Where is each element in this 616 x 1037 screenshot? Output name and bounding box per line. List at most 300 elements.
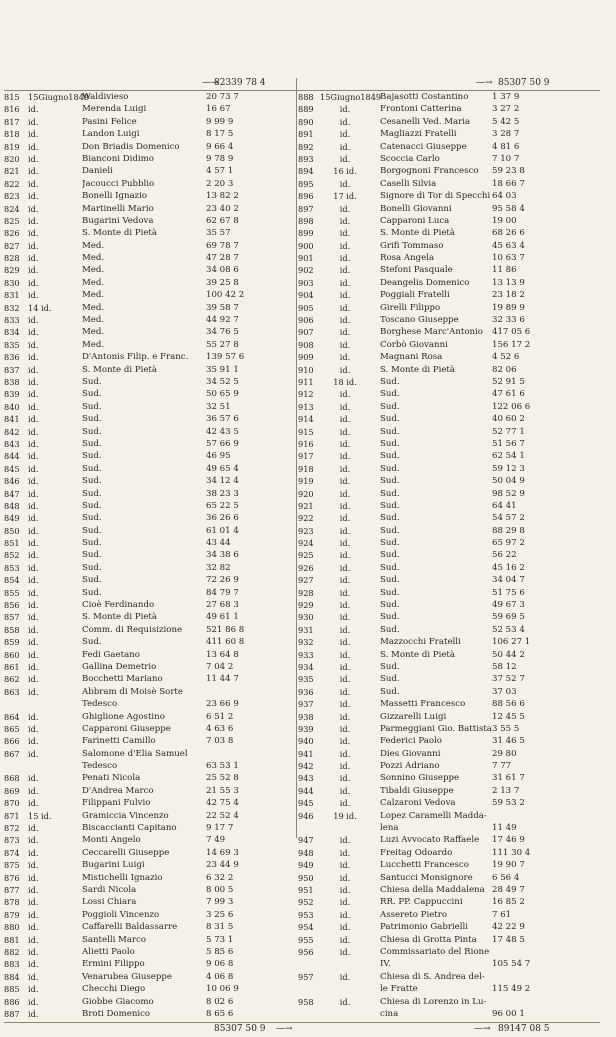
- ledger-row: [4, 264, 304, 276]
- entry-number: 916: [298, 438, 314, 449]
- entry-number: 884: [4, 971, 20, 982]
- entry-name: Med.: [82, 277, 105, 288]
- entry-number: 878: [4, 897, 20, 908]
- ledger-row: [4, 884, 304, 896]
- ledger-row: [4, 1008, 304, 1020]
- entry-name: Sud.: [380, 674, 400, 685]
- entry-number: 910: [298, 364, 314, 375]
- entry-date: id.: [28, 476, 39, 487]
- entry-number: 941: [298, 748, 314, 759]
- entry-amount: 25 52 8: [206, 773, 239, 784]
- entry-amount: 42 75 4: [206, 798, 239, 809]
- entry-amount: 8 31 5: [206, 922, 234, 933]
- entry-number: 846: [4, 476, 20, 487]
- entry-number: 933: [298, 649, 314, 660]
- ledger-row: [4, 822, 304, 834]
- ledger-row: [298, 203, 598, 215]
- entry-number: 882: [4, 946, 20, 957]
- entry-date: id.: [339, 203, 351, 214]
- ledger-row: [298, 574, 598, 586]
- ledger-row: [4, 525, 304, 537]
- ledger-row: [298, 500, 598, 512]
- entry-amount: 12 45 5: [492, 711, 525, 722]
- ledger-row: [298, 190, 598, 202]
- entry-amount: 64 41: [492, 500, 517, 511]
- entry-amount: 5 42 5: [492, 116, 520, 127]
- ledger-row: [298, 351, 598, 363]
- entry-name: Merenda Luigi: [82, 104, 147, 115]
- entry-number: 900: [298, 240, 314, 251]
- entry-date: id.: [339, 860, 351, 871]
- entry-date: id.: [339, 426, 351, 437]
- ledger-row: [4, 203, 304, 215]
- ledger-row: [298, 983, 598, 995]
- right-rows: [298, 91, 598, 1020]
- entry-amount: 63 53 1: [206, 761, 239, 772]
- entry-name: Rosa Angela: [380, 253, 435, 264]
- entry-number: 828: [4, 253, 20, 264]
- entry-date: id.: [28, 624, 39, 635]
- entry-number: 930: [298, 612, 314, 623]
- entry-number: 867: [4, 748, 20, 759]
- entry-date: id.: [339, 562, 351, 573]
- entry-number: 898: [298, 215, 314, 226]
- entry-date: id.: [28, 253, 39, 264]
- entry-date: id.: [339, 723, 351, 734]
- ledger-row: [4, 760, 304, 772]
- entry-amount: 10 06 9: [206, 984, 239, 995]
- entry-name: S. Monte di Pietà: [380, 364, 455, 375]
- entry-date: id.: [339, 624, 351, 635]
- entry-name: Cioè Ferdinando: [82, 600, 155, 611]
- entry-amount: 3 27 2: [492, 104, 520, 115]
- entry-date: id.: [339, 612, 351, 623]
- entry-date: id.: [28, 847, 39, 858]
- entry-amount: 8 00 5: [206, 885, 234, 895]
- entry-date: id.: [339, 476, 351, 487]
- entry-name: Gallina Demetrio: [82, 661, 157, 672]
- entry-name: Mistichelli Ignazio: [82, 872, 163, 883]
- entry-name: Ermini Filippo: [82, 959, 145, 970]
- ledger-row: [298, 946, 598, 958]
- entry-number: 825: [4, 215, 20, 226]
- ledger-row: [298, 698, 598, 710]
- entry-number: 870: [4, 798, 20, 809]
- entry-date: id.: [339, 934, 351, 945]
- ledger-row: [4, 673, 304, 685]
- entry-date: id.: [28, 860, 39, 871]
- entry-amount: 58 12: [492, 661, 517, 672]
- ledger-row: [4, 364, 304, 376]
- entry-amount: 65 97 2: [492, 538, 525, 549]
- entry-name: Sud.: [380, 463, 400, 474]
- entry-number: 923: [298, 525, 314, 536]
- entry-name: Broti Domenico: [82, 1008, 151, 1019]
- entry-name: Sud.: [82, 500, 102, 511]
- entry-date: id.: [28, 327, 39, 338]
- ledger-row: [298, 364, 598, 376]
- entry-number: 892: [298, 141, 314, 152]
- entry-number: 835: [4, 339, 20, 350]
- entry-name: Borghese Marc'Antonio: [380, 327, 483, 338]
- entry-amount: 44 92 7: [206, 315, 239, 326]
- entry-amount: 28 49 7: [492, 885, 525, 895]
- ledger-row: [298, 909, 598, 921]
- entry-amount: 9 06 8: [206, 959, 234, 970]
- entry-amount: 8 02 6: [206, 996, 234, 1007]
- entry-amount: 4 06 8: [206, 971, 234, 982]
- ledger-row: [4, 488, 304, 500]
- entry-date: id.: [28, 228, 39, 239]
- total-arrow: —→: [474, 1024, 491, 1035]
- entry-amount: 7 99 3: [206, 897, 234, 908]
- ledger-row: [4, 946, 304, 958]
- entry-number: 831: [4, 290, 20, 301]
- entry-date: id.: [28, 959, 39, 970]
- entry-date: id.: [339, 600, 351, 611]
- ledger-row: [4, 574, 304, 586]
- entry-name: Sud.: [380, 575, 400, 586]
- entry-amount: 34 12 4: [206, 476, 239, 487]
- entry-amount: 23 44 9: [206, 860, 239, 871]
- entry-name: RR. PP. Cappuccini: [380, 897, 463, 908]
- entry-name: Poggiali Fratelli: [380, 290, 450, 301]
- ledger-row: [4, 785, 304, 797]
- entry-amount: 32 33 6: [492, 315, 525, 326]
- entry-name: Toscano Giuseppe: [380, 315, 459, 326]
- carry-amount: 82339 78 4: [214, 78, 266, 88]
- ledger-row: [4, 165, 304, 177]
- entry-name: Gramiccia Vincenzo: [82, 810, 169, 821]
- entry-amount: 16 67: [206, 104, 231, 115]
- entry-date: id.: [339, 401, 351, 412]
- entry-name: Sud.: [82, 562, 102, 573]
- entry-amount: 156 17 2: [492, 339, 531, 350]
- ledger-row: [4, 649, 304, 661]
- entry-name: Chiesa di Grotta Pinta: [380, 934, 477, 945]
- entry-number: 818: [4, 129, 20, 140]
- entry-amount: 9 66 4: [206, 141, 234, 152]
- entry-date: id.: [28, 1008, 39, 1019]
- ledger-row: [298, 636, 598, 648]
- entry-name: Magliazzi Fratelli: [380, 129, 457, 140]
- entry-amount: 13 13 9: [492, 277, 525, 288]
- entry-name: Waldivieso: [82, 92, 129, 102]
- entry-amount: 31 46 5: [492, 736, 525, 747]
- ledger-row: [298, 450, 598, 462]
- entry-number: 873: [4, 835, 20, 846]
- entry-date: id.: [339, 909, 351, 920]
- entry-name: Sonnino Giuseppe: [380, 773, 460, 784]
- entry-amount: 3 28 7: [492, 129, 520, 140]
- entry-name: Tibaldi Giuseppe: [380, 785, 454, 796]
- entry-amount: 23 18 2: [492, 290, 525, 301]
- entry-date: id.: [339, 550, 351, 561]
- entry-number: 839: [4, 389, 20, 400]
- entry-amount: 9 78 9: [206, 153, 234, 164]
- entry-amount: 6 32 2: [206, 872, 234, 883]
- entry-name: Sud.: [380, 451, 400, 462]
- entry-date: id.: [339, 897, 351, 908]
- ledger-row: [4, 500, 304, 512]
- entry-name: Med.: [82, 290, 105, 301]
- entry-amount: 69 78 7: [206, 240, 239, 251]
- entry-name: Luzi Avvocato Raffaele: [380, 835, 480, 846]
- entry-number: 881: [4, 934, 20, 945]
- entry-date: id.: [28, 215, 39, 226]
- ledger-row: [4, 537, 304, 549]
- entry-name: Gizzarelli Luigi: [380, 711, 447, 722]
- entry-date: id.: [339, 116, 351, 127]
- entry-number: 843: [4, 438, 20, 449]
- entry-date: id.: [28, 315, 39, 326]
- entry-date: id.: [28, 922, 39, 933]
- entry-amount: 139 57 6: [206, 352, 245, 363]
- entry-number: 841: [4, 414, 20, 425]
- ledger-row: [298, 958, 598, 970]
- entry-number: 872: [4, 823, 20, 834]
- entry-date: id.: [28, 463, 39, 474]
- ledger-row: [298, 116, 598, 128]
- entry-number: 944: [298, 785, 314, 796]
- entry-name: Sud.: [380, 438, 400, 449]
- entry-date: id.: [28, 191, 39, 202]
- entry-number: 955: [298, 934, 314, 945]
- entry-name: Bonelli Ignazio: [82, 191, 148, 202]
- entry-number: 921: [298, 500, 314, 511]
- entry-amount: 9 17 7: [206, 823, 234, 834]
- entry-date: id.: [339, 699, 351, 710]
- entry-amount: 7 77: [492, 761, 512, 772]
- ledger-row: [4, 463, 304, 475]
- entry-number: 840: [4, 401, 20, 412]
- ledger-row: [298, 388, 598, 400]
- ledger-row: [298, 834, 598, 846]
- entry-amount: 19 89 9: [492, 302, 525, 313]
- entry-amount: 5 73 1: [206, 934, 234, 945]
- entry-amount: 8 17 5: [206, 129, 234, 140]
- ledger-row: [298, 289, 598, 301]
- entry-amount: 4 57 1: [206, 166, 234, 177]
- entry-number: 837: [4, 364, 20, 375]
- entry-amount: 105 54 7: [492, 959, 531, 970]
- entry-amount: 7 49: [206, 835, 226, 846]
- entry-name: Fedi Gaetano: [82, 649, 140, 660]
- entry-name: Sud.: [380, 426, 400, 437]
- ledger-row: [298, 748, 598, 760]
- entry-number: 845: [4, 463, 20, 474]
- right-total: [298, 1024, 598, 1037]
- entry-amount: 56 22: [492, 550, 517, 561]
- entry-name: Sud.: [82, 513, 102, 524]
- entry-date: id.: [28, 401, 39, 412]
- ledger-row: [4, 562, 304, 574]
- ledger-row: [298, 326, 598, 338]
- entry-date: id.: [28, 723, 39, 734]
- ledger-row: [298, 735, 598, 747]
- entry-amount: 52 53 4: [492, 624, 525, 635]
- ledger-row: [298, 649, 598, 661]
- entry-date: id.: [339, 773, 351, 784]
- entry-amount: 42 43 5: [206, 426, 239, 437]
- entry-date: id.: [28, 129, 39, 140]
- entry-number: 876: [4, 872, 20, 883]
- entry-date: id.: [28, 562, 39, 573]
- entry-date: id.: [339, 885, 351, 895]
- entry-amount: 51 56 7: [492, 438, 525, 449]
- entry-number: 844: [4, 451, 20, 462]
- entry-date: id.: [28, 674, 39, 685]
- entry-date: id.: [28, 513, 39, 524]
- entry-number: 920: [298, 488, 314, 499]
- entry-amount: 88 29 8: [492, 525, 525, 536]
- entry-amount: 39 25 8: [206, 277, 239, 288]
- entry-number: 879: [4, 909, 20, 920]
- ledger-row: [298, 525, 598, 537]
- entry-date: id.: [28, 897, 39, 908]
- entry-name: Sud.: [82, 451, 102, 462]
- entry-name: Caselli Silvia: [380, 178, 437, 189]
- entry-number: 918: [298, 463, 314, 474]
- entry-date: id.: [339, 277, 351, 288]
- entry-number: 914: [298, 414, 314, 425]
- ledger-row: [4, 983, 304, 995]
- ledger-row: [4, 314, 304, 326]
- entry-name: D'Antonis Filip. e Franc.: [82, 352, 189, 363]
- ledger-row: [298, 562, 598, 574]
- entry-date: id.: [28, 835, 39, 846]
- entry-date: id.: [339, 389, 351, 400]
- entry-name: Chiesa di S. Andrea del-: [380, 971, 485, 982]
- entry-name: Santelli Marco: [82, 934, 147, 945]
- entry-date: id.: [339, 451, 351, 462]
- ledger-row: [4, 847, 304, 859]
- ledger-row: [298, 227, 598, 239]
- entry-date: id.: [28, 153, 39, 164]
- ledger-row: [4, 178, 304, 190]
- entry-number: 826: [4, 228, 20, 239]
- ledger-row: [4, 438, 304, 450]
- ledger-row: [4, 302, 304, 314]
- entry-name: Pozzi Adriano: [380, 761, 440, 772]
- entry-amount: 49 67 3: [492, 600, 525, 611]
- entry-number: 891: [298, 129, 314, 140]
- entry-name: Sud.: [82, 414, 102, 425]
- entry-date: id.: [339, 922, 351, 933]
- entry-amount: 82 06: [492, 364, 517, 375]
- entry-date: id.: [28, 240, 39, 251]
- entry-name: Farinetti Camillo: [82, 736, 156, 747]
- entry-number: 815: [4, 92, 20, 102]
- ledger-row: [4, 971, 304, 983]
- ledger-row: [4, 277, 304, 289]
- entry-amount: 11 49: [492, 823, 517, 834]
- entry-amount: 111 30 4: [492, 847, 531, 858]
- entry-name: Magnani Rosa: [380, 352, 443, 363]
- entry-date: id.: [28, 711, 39, 722]
- ledger-row: [4, 810, 304, 822]
- entry-name: Sud.: [82, 463, 102, 474]
- entry-amount: 7 61: [492, 909, 512, 920]
- ledger-row: [298, 996, 598, 1008]
- ledger-row: [4, 240, 304, 252]
- entry-name: Sud.: [82, 488, 102, 499]
- ledger-row: [4, 909, 304, 921]
- entry-date: id.: [339, 438, 351, 449]
- entry-date: id.: [28, 971, 39, 982]
- entry-number: 940: [298, 736, 314, 747]
- entry-name: Sud.: [380, 600, 400, 611]
- entry-number: 857: [4, 612, 20, 623]
- entry-date: id.: [28, 661, 39, 672]
- entry-name: Bocchetti Mariano: [82, 674, 163, 685]
- entry-date: id.: [339, 736, 351, 747]
- entry-date: id.: [339, 463, 351, 474]
- entry-number: 927: [298, 575, 314, 586]
- entry-date: id.: [28, 885, 39, 895]
- entry-number: 917: [298, 451, 314, 462]
- entry-amount: 4 52 6: [492, 352, 520, 363]
- entry-name: Patrimonio Gabrielli: [380, 922, 469, 933]
- entry-date: id.: [339, 847, 351, 858]
- entry-amount: 34 52 5: [206, 376, 239, 387]
- entry-date: id.: [28, 500, 39, 511]
- ledger-row: [4, 190, 304, 202]
- entry-date: 19 id.: [333, 810, 357, 821]
- entry-number: 928: [298, 587, 314, 598]
- entry-date: id.: [28, 104, 39, 115]
- entry-amount: 34 76 5: [206, 327, 239, 338]
- entry-date: id.: [28, 686, 39, 697]
- ledger-row: [298, 599, 598, 611]
- entry-name: Sud.: [380, 686, 400, 697]
- entry-amount: 54 57 2: [492, 513, 525, 524]
- left-ledger: [4, 78, 304, 1037]
- entry-name: S. Monte di Pietà: [82, 364, 157, 375]
- entry-name: S. Monte di Pietà: [82, 612, 157, 623]
- entry-amount: 27 68 3: [206, 600, 239, 611]
- entry-name: Capparoni Giuseppe: [82, 723, 171, 734]
- entry-number: 820: [4, 153, 20, 164]
- entry-amount: 6 51 2: [206, 711, 234, 722]
- entry-number: 931: [298, 624, 314, 635]
- entry-name: Girelli Filippo: [380, 302, 441, 313]
- entry-amount: 9 99 9: [206, 116, 234, 127]
- entry-number: 864: [4, 711, 20, 722]
- ledger-row: [298, 797, 598, 809]
- entry-date: id.: [339, 996, 351, 1007]
- entry-date: 17 id.: [333, 191, 357, 202]
- entry-amount: 34 08 6: [206, 265, 239, 276]
- ledger-row: [298, 587, 598, 599]
- entry-name: Sud.: [82, 438, 102, 449]
- entry-amount: 23 40 2: [206, 203, 239, 214]
- ledger-row: [298, 277, 598, 289]
- entry-name: Sardi Nicola: [82, 885, 137, 895]
- entry-number: 858: [4, 624, 20, 635]
- entry-date: id.: [339, 327, 351, 338]
- entry-name: Sud.: [380, 612, 400, 623]
- entry-name: S. Monte di Pietà: [380, 649, 455, 660]
- entry-number: 851: [4, 538, 20, 549]
- entry-date: 15Giugno1849: [28, 92, 90, 102]
- ledger-row: [4, 996, 304, 1008]
- entry-amount: 40 60 2: [492, 414, 525, 425]
- entry-amount: 49 61 1: [206, 612, 239, 623]
- entry-name: Parmeggiani Gio. Battista: [380, 723, 492, 734]
- entry-number: 817: [4, 116, 20, 127]
- entry-name: Checchi Diego: [82, 984, 146, 995]
